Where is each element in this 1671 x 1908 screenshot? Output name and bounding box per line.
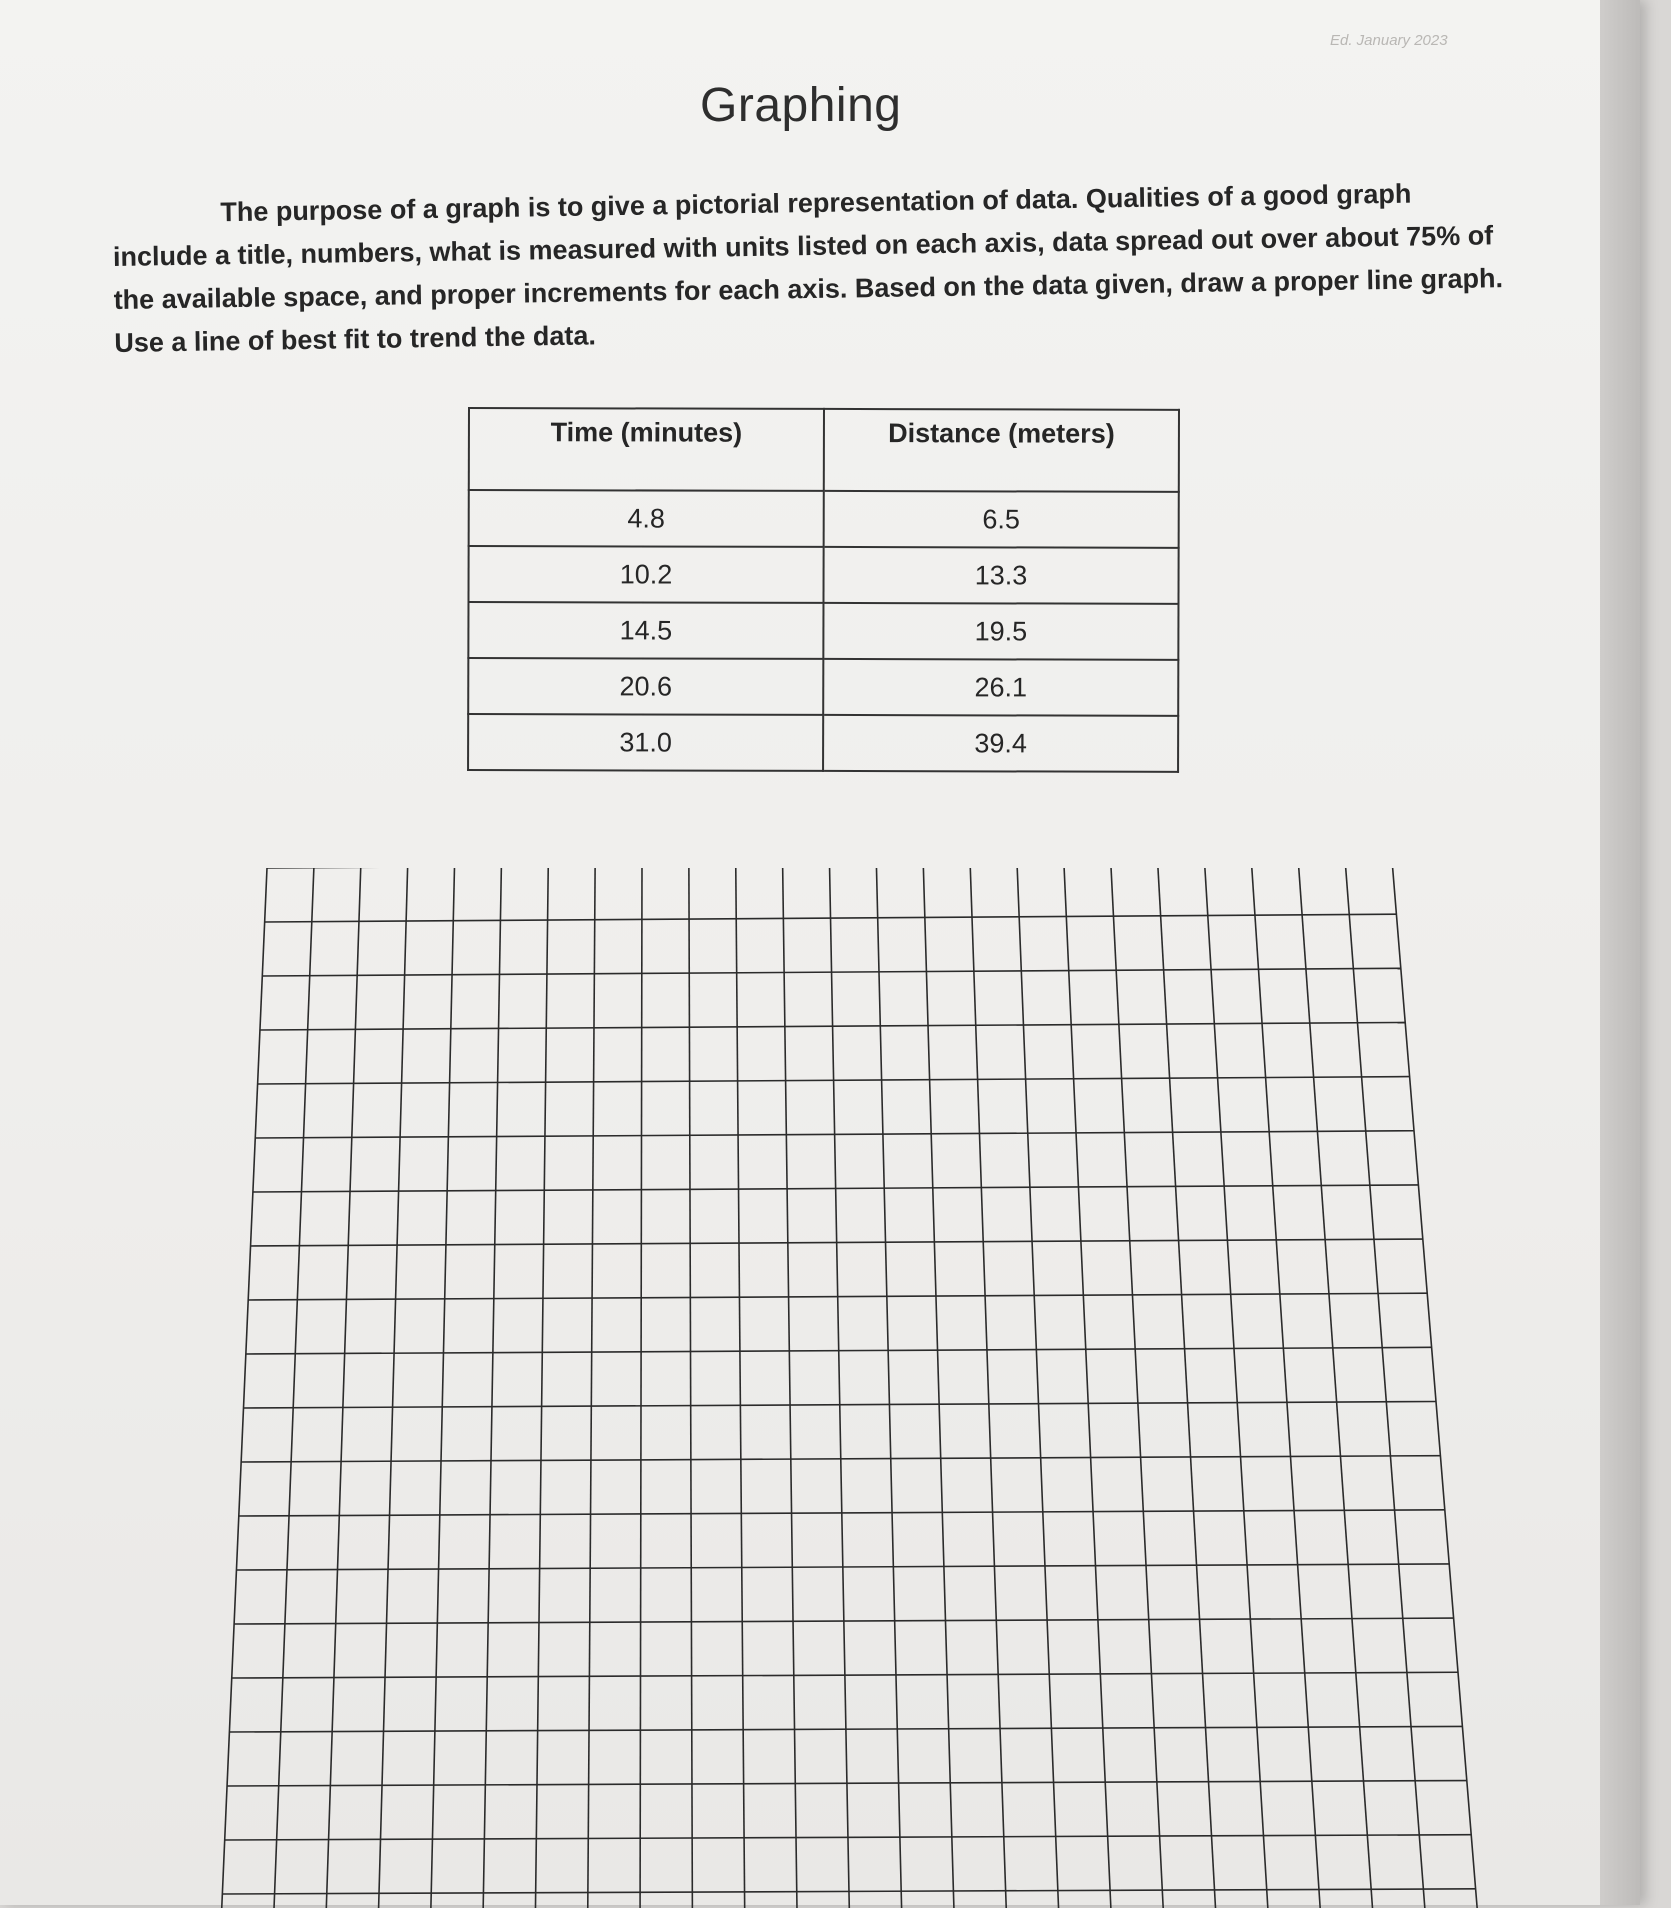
grid-vertical-line xyxy=(483,868,502,1908)
table-row xyxy=(468,602,1178,660)
table-header-row xyxy=(469,408,1179,492)
time-cell: 4.8 xyxy=(469,490,824,547)
distance-column-header: Distance (meters) xyxy=(824,409,1179,492)
grid-vertical-line xyxy=(273,868,314,1908)
table-row xyxy=(468,714,1178,772)
data-table xyxy=(467,407,1180,773)
graph-grid[interactable] xyxy=(220,868,1480,1908)
table-row xyxy=(469,490,1179,548)
graph-paper[interactable] xyxy=(220,868,1480,1908)
distance-cell: 19.5 xyxy=(823,603,1178,660)
distance-cell: 39.4 xyxy=(823,715,1178,772)
grid-vertical-line xyxy=(535,868,548,1908)
grid-vertical-line xyxy=(689,868,693,1908)
grid-vertical-line xyxy=(430,868,455,1908)
page-edge-shadow xyxy=(1600,0,1640,1905)
time-column-header: Time (minutes) xyxy=(469,408,824,491)
grid-vertical-line xyxy=(783,868,798,1908)
grid-vertical-line xyxy=(378,868,408,1908)
grid-vertical-line xyxy=(325,868,361,1908)
grid-vertical-line xyxy=(923,868,955,1908)
grid-vertical-line xyxy=(588,868,596,1908)
date-stamp: Ed. January 2023 xyxy=(1330,32,1448,49)
distance-cell: 13.3 xyxy=(823,547,1178,604)
grid-vertical-line xyxy=(640,868,642,1908)
grid-vertical-line xyxy=(970,868,1007,1908)
distance-cell: 6.5 xyxy=(824,491,1179,548)
distance-cell: 26.1 xyxy=(823,659,1178,716)
grid-vertical-line xyxy=(830,868,851,1908)
time-cell: 10.2 xyxy=(468,546,823,603)
grid-vertical-line xyxy=(876,868,902,1908)
page-title: Graphing xyxy=(700,79,902,132)
instructions-paragraph: The purpose of a graph is to give a pictorial representation of data. Qualities of a good graph include a title, numbers, what is measured with units listed on each axis, data spread out over about 75% of the available space, and proper increments for each axis. Based on the data given, draw a proper line graph. Use a line of best fit to trend the data. xyxy=(112,178,1504,358)
grid-vertical-line xyxy=(736,868,745,1908)
time-cell: 31.0 xyxy=(468,714,823,771)
time-cell: 20.6 xyxy=(468,658,823,715)
grid-vertical-line xyxy=(220,868,267,1908)
table-row xyxy=(468,658,1178,716)
table-row xyxy=(468,546,1178,604)
grid-vertical-line xyxy=(1392,868,1480,1908)
grid-vertical-line xyxy=(1345,868,1427,1908)
time-cell: 14.5 xyxy=(468,602,823,659)
